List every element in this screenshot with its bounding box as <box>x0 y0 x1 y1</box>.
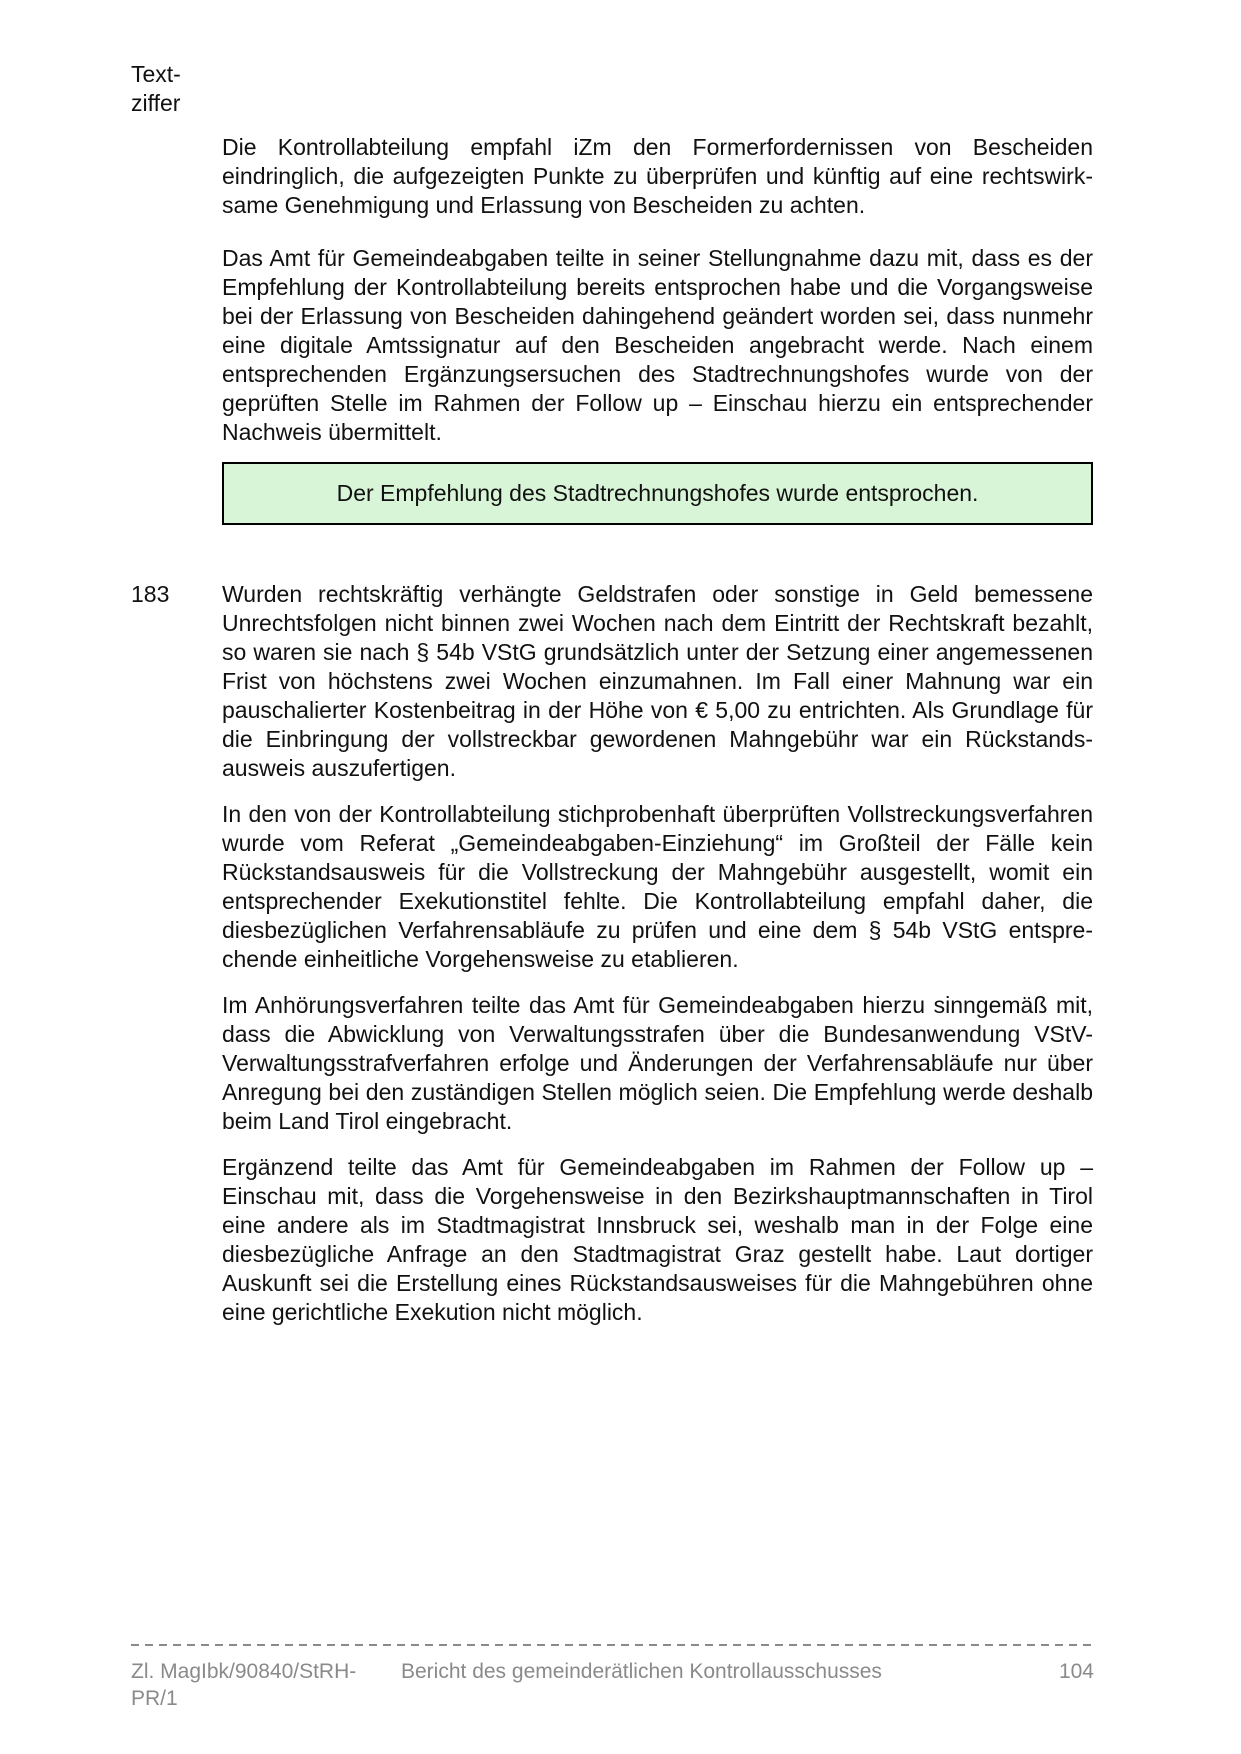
recommendation-box-text: Der Empfehlung des Stadtrechnungshofes wurde entsprochen. <box>336 480 979 506</box>
paragraph-statement: Das Amt für Gemeindeabgaben teilte in seiner Stellungnahme dazu mit, dass es der Empfehlung der Kontrollabteilung bereits entsprochen habe und die Vorgangsweise bei der Erlassung von Bescheiden dahingehend geändert worden sei, dass nunmehr eine digitale Amtssignatur auf den Bescheiden angebracht werde. Nach einem entsprechenden Ergänzungsersuchen des Stadtrechnungshofes wurde von der geprüften Stelle im Rahmen der Follow up – Einschau hierzu ein entsprechender Nachweis übermittelt. <box>222 245 1093 445</box>
textziffer-column-label <box>131 60 181 118</box>
paragraph-vollstreckung: In den von der Kontrollabteilung stichprobenhaft überprüften Vollstreckungsverfahren wurde vom Referat „Gemeindeabgaben-Einziehung“ im Großteil der Fälle kein Rückstandsausweis für die Vollstreckung der Mahngebühr ausgestellt, womit ein entsprechender Exekutionstitel fehlte. Die Kontrollabteilung empfahl daher, die diesbezüglichen Verfahrensabläufe zu prüfen und eine dem § 54b VStG entsprechende einheitliche Vorgehensweise zu etablieren. <box>222 801 1093 972</box>
document-body <box>131 133 1093 1327</box>
textziffer-row <box>131 580 1093 783</box>
textziffer-number: 183 <box>131 581 170 607</box>
paragraph-ergaenzung: Ergänzend teilte das Amt für Gemeindeabgaben im Rahmen der Follow up – Einschau mit, dass die Vorgehensweise in den Bezirkshauptmannschaften in Tirol eine andere als im Stadtmagistrat Innsbruck sei, weshalb man in der Folge eine diesbezügliche Anfrage an den Stadtmagistrat Graz gestellt habe. Laut dortiger Auskunft sei die Erstellung eines Rückstandsausweises für die Mahngebühren ohne eine gerichtliche Exekution nicht möglich. <box>222 1154 1093 1325</box>
footer-reference: Zl. MagIbk/90840/StRH-PR/1 <box>131 1660 357 1710</box>
footer-document-title: Bericht des gemeinderätlichen Kontrollausschusses <box>401 1660 882 1683</box>
recommendation-box <box>222 462 1093 525</box>
textziffer-label-line1: Text- <box>131 61 181 87</box>
paragraph-recommendation: Die Kontrollabteilung empfahl iZm den Formerfordernissen von Bescheiden eindringlich, die aufgezeigten Punkte zu überprüfen und künftig auf eine rechtswirksame Genehmigung und Erlassung von Bescheiden zu achten. <box>222 134 1093 218</box>
paragraph-anhoerungsverfahren: Im Anhörungsverfahren teilte das Amt für Gemeindeabgaben hierzu sinngemäß mit, dass die Abwicklung von Verwaltungsstrafen über die Bundesanwendung VStV-Verwaltungsstrafverfahren erfolge und Änderungen der Verfahrensabläufe nur über Anregung bei den zuständigen Stellen möglich seien. Die Empfehlung werde deshalb beim Land Tirol eingebracht. <box>222 992 1093 1134</box>
textziffer-label-line2: ziffer <box>131 90 181 116</box>
footer-page-number: 104 <box>1058 1660 1094 1683</box>
footer-divider <box>131 1644 1094 1646</box>
paragraph-geldstrafen: Wurden rechtskräftig verhängte Geldstrafen oder sonstige in Geld bemessene Unrechtsfolgen nicht binnen zwei Wochen nach dem Eintritt der Rechtskraft bezahlt, so waren sie nach § 54b VStG grundsätzlich unter der Setzung einer angemessenen Frist von höchstens zwei Wochen einzumahnen. Im Fall einer Mahnung war ein pauschalierter Kostenbeitrag in der Höhe von € 5,00 zu entrichten. Als Grundlage für die Einbringung der vollstreckbar gewordenen Mahngebühr war ein Rückstandsausweis auszufertigen. <box>222 581 1093 781</box>
page-footer <box>131 1658 1094 1712</box>
